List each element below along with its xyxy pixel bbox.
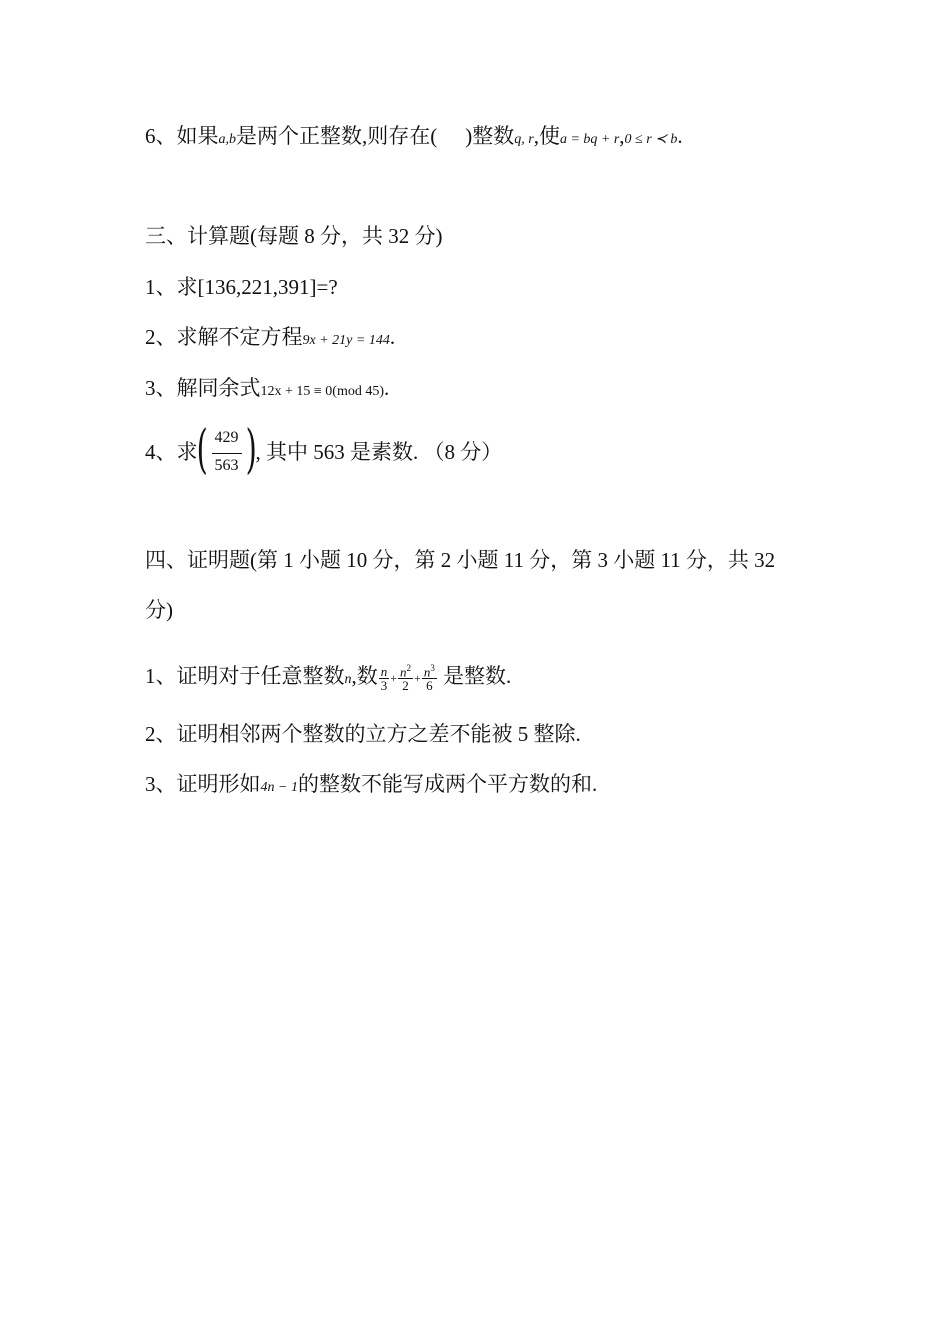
problem-6-prefix: 6、如果 bbox=[145, 124, 219, 148]
problem-6 bbox=[145, 126, 683, 147]
fraction-denominator: 2 bbox=[402, 678, 409, 694]
section-4-problem-3 bbox=[145, 774, 597, 795]
fraction-n3-over-6 bbox=[422, 664, 437, 692]
fraction-numerator: n bbox=[380, 663, 388, 679]
right-paren: ) bbox=[245, 420, 257, 480]
base-n: n bbox=[423, 664, 431, 680]
math-congruence: 12x + 15 ≡ 0(mod 45) bbox=[260, 384, 385, 399]
section-4-title-line-1: 四、证明题(第 1 小题 10 分，第 2 小题 11 分，第 3 小题 11 分，共 32 bbox=[145, 548, 776, 572]
left-paren: ( bbox=[196, 420, 208, 480]
exponent: 2 bbox=[406, 663, 412, 673]
legendre-numerator: 429 bbox=[214, 429, 239, 446]
fraction-numerator bbox=[398, 664, 413, 679]
plus-sign: + bbox=[414, 671, 421, 686]
legendre-denominator: 563 bbox=[214, 457, 239, 474]
problem-6-mid: 是两个正整数,则存在( bbox=[236, 124, 438, 148]
plus-sign: + bbox=[390, 671, 398, 686]
section-3-title: 三、计算题(每题 8 分，共 32 分) bbox=[145, 224, 443, 248]
exponent: 3 bbox=[430, 663, 435, 673]
section-3-problem-3 bbox=[145, 378, 389, 399]
problem-2-text: 2、求解不定方程 bbox=[145, 325, 303, 349]
problem-4-prefix: 4、求 bbox=[145, 439, 198, 464]
problem-6-after-paren: )整数 bbox=[465, 124, 515, 148]
comma: , bbox=[619, 124, 625, 148]
math-division-equation: a = bq + r bbox=[559, 132, 620, 147]
period: . bbox=[384, 376, 390, 400]
period: . bbox=[389, 325, 396, 349]
problem-1-prefix: 1、证明对于任意整数 bbox=[145, 663, 345, 688]
section-3-problem-2 bbox=[145, 327, 395, 348]
fraction-bar bbox=[212, 453, 242, 454]
math-n: n bbox=[344, 671, 352, 687]
problem-3-suffix: 的整数不能写成两个平方数的和. bbox=[297, 772, 598, 796]
fraction-n-over-3 bbox=[379, 665, 390, 692]
legendre-symbol bbox=[196, 420, 257, 480]
math-remainder-bound: 0 ≤ r ≺ b bbox=[624, 132, 678, 147]
fraction-numerator bbox=[422, 664, 437, 679]
section-3-problem-1: 1、求[136,221,391]=? bbox=[145, 275, 338, 299]
math-4n-minus-1: 4n − 1 bbox=[260, 780, 298, 795]
fraction-n2-over-2 bbox=[398, 664, 413, 692]
problem-6-shi: ,使 bbox=[533, 124, 560, 148]
problem-4-suffix: , 其中 563 是素数. （8 分） bbox=[255, 439, 503, 464]
period: . bbox=[677, 124, 683, 148]
section-4-problem-1 bbox=[145, 664, 511, 692]
section-3-problem-4 bbox=[145, 420, 503, 480]
problem-1-suffix: 是整数. bbox=[437, 663, 512, 688]
section-4-title-line-2: 分) bbox=[145, 598, 173, 622]
fraction-denominator: 6 bbox=[426, 678, 433, 694]
base-n: n bbox=[400, 664, 407, 680]
math-q-r: q, r bbox=[514, 132, 534, 147]
problem-3-prefix: 3、证明形如 bbox=[145, 772, 261, 796]
math-a-b: a,b bbox=[218, 132, 236, 147]
problem-3-text: 3、解同余式 bbox=[145, 376, 261, 400]
fraction-denominator: 3 bbox=[380, 677, 388, 693]
math-diophantine-equation: 9x + 21y = 144 bbox=[302, 333, 390, 348]
problem-1-mid: ,数 bbox=[351, 663, 378, 688]
section-4-problem-2: 2、证明相邻两个整数的立方之差不能被 5 整除. bbox=[145, 722, 581, 746]
